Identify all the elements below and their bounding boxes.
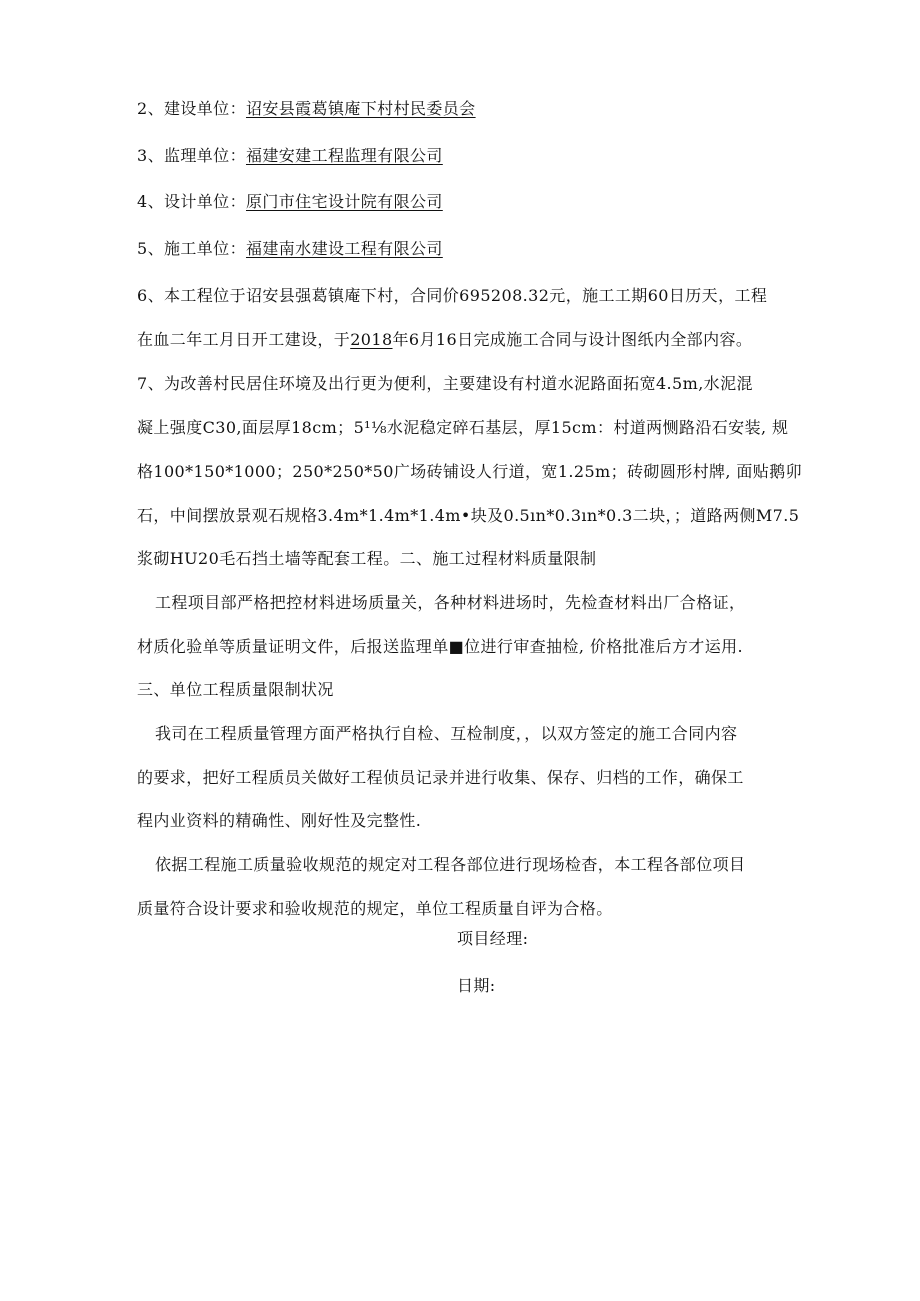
design-unit-line <box>137 192 443 212</box>
supervision-unit-label: 3、监理单位： <box>137 146 246 165</box>
section3-p1-line2: 的要求，把好工程质员关做好工程侦员记录并进行收集、保存、归档的工作，确保工 <box>137 768 744 787</box>
item6-line2 <box>137 330 752 350</box>
item7-line3: 格100*150*1000；250*250*50广场砖铺设人行道，宽1.25m；砖砌圆形村牌, 面贴鹅卯 <box>137 462 803 481</box>
materials-line1: 工程项目部严格把控材料进场质量关，各种材料进场时，先检查材料出厂合格证， <box>155 593 746 612</box>
item6-line2-pre: 在血二年工月日开工建设，于 <box>137 330 351 349</box>
design-unit-label: 4、设计单位： <box>137 192 246 211</box>
section3-p1-line3: 程内业资料的精确性、刚好性及完整性. <box>137 811 422 830</box>
contractor-unit-value: 福建南水建设工程有限公司 <box>245 239 443 258</box>
construction-unit-line <box>137 99 476 119</box>
item7-line1: 7、为改善村民居住环境及出行更为便利，主要建设有村道水泥路面拓宽4.5m,水泥混 <box>137 374 753 393</box>
date-label: 日期: <box>457 976 496 995</box>
construction-unit-value: 诏安县霞葛镇庵下村村民委员会 <box>245 99 476 118</box>
item6-line1: 6、本工程位于诏安县强葛镇庵下村，合同价695208.32元，施工工期60日历天，工程 <box>137 286 768 305</box>
section3-p2-line2: 质量符合设计要求和验收规范的规定，单位工程质量自评为合格。 <box>137 899 613 918</box>
section3-heading: 三、单位工程质量限制状况 <box>137 680 334 699</box>
supervision-unit-value: 福建安建工程监理有限公司 <box>245 146 443 165</box>
construction-unit-label: 2、建设单位： <box>137 99 246 118</box>
contractor-unit-line <box>137 239 443 259</box>
item6-completion-year: 2018 <box>350 330 393 349</box>
item7-line4: 石，中间摆放景观石规格3.4m*1.4m*1.4m•块及0.5ın*0.3ın*0.3二块，；道路两侧M7.5 <box>137 506 800 525</box>
item7-line5: 浆砌HU20毛石挡土墙等配套工程。二、施工过程材料质量限制 <box>137 549 597 568</box>
section3-p1-line1: 我司在工程质量管理方面严格执行自检、互检制度，，以双方签定的施工合同内容 <box>155 724 738 743</box>
supervision-unit-line <box>137 146 443 166</box>
design-unit-value: 原门市住宅设计院有限公司 <box>245 192 443 211</box>
item6-line2-post: 年6月16日完成施工合同与设计图纸内全部内容。 <box>392 330 753 349</box>
project-manager-label: 项目经理: <box>457 929 529 948</box>
contractor-unit-label: 5、施工单位： <box>137 239 246 258</box>
item7-line2: 凝上强度C30,面层厚18cm；5¹⅛水泥稳定碎石基层，厚15cm：村道两恻路沿石安装, 规 <box>137 418 789 437</box>
materials-line2: 材质化验单等质量证明文件，后报送监理单■位进行审查抽检, 价格批准后方才运用. <box>137 637 743 656</box>
section3-p2-line1: 依据工程施工质量验收规范的规定对工程各部位进行现场检杳，本工程各部位项目 <box>155 855 746 874</box>
